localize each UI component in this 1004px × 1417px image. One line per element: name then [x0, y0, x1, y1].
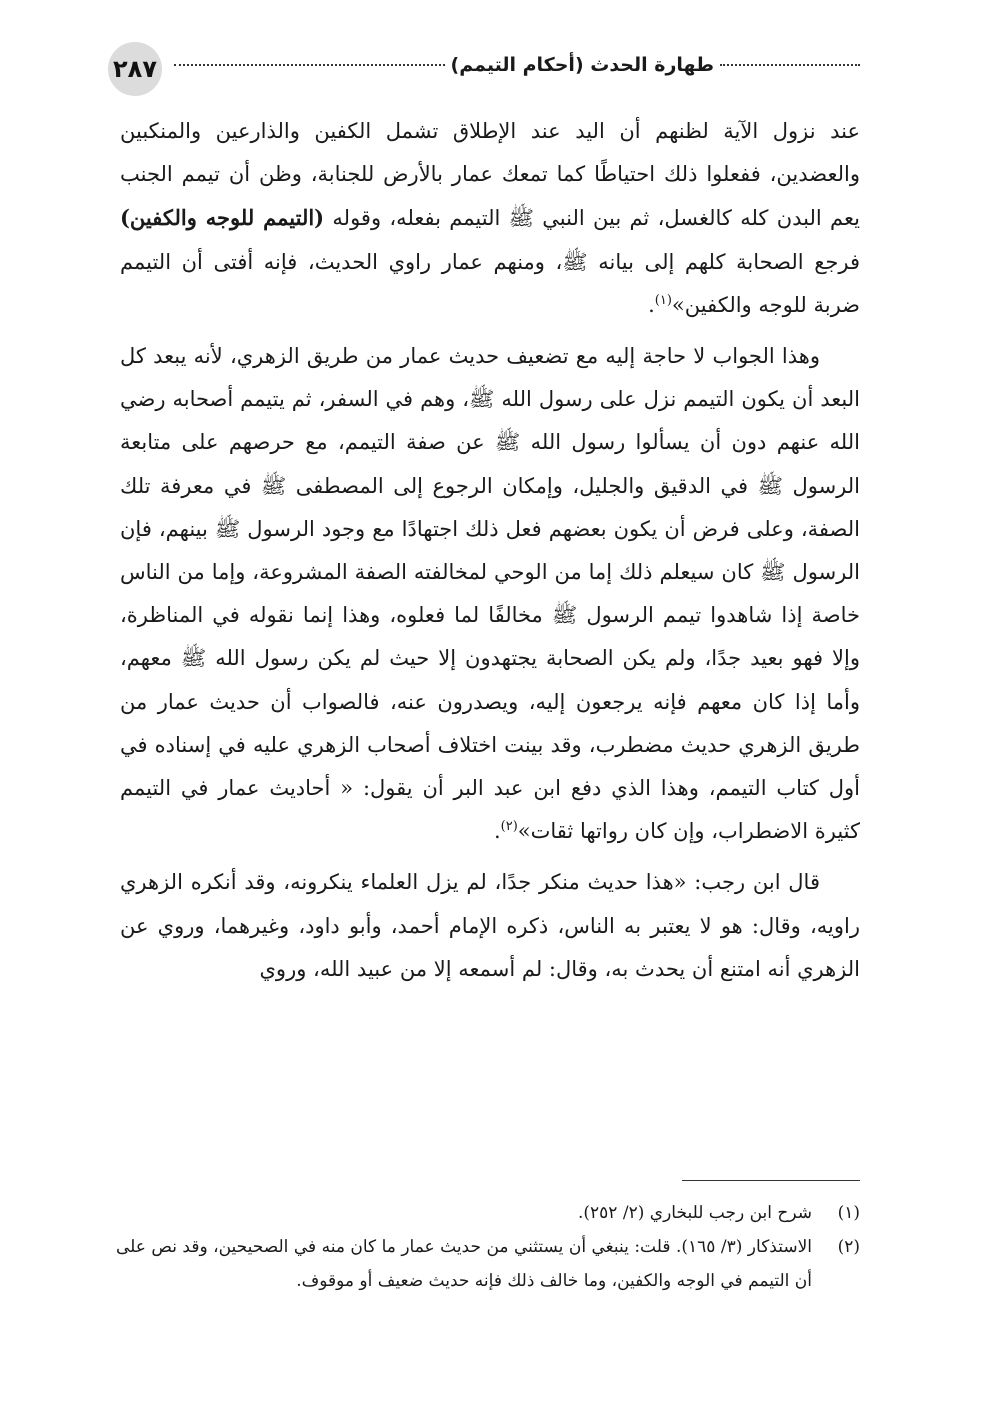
footnote-ref-1[interactable]: (١) [654, 292, 672, 308]
paragraph-2 [120, 335, 860, 853]
paragraph-2-tail: . [493, 819, 501, 844]
page-header [108, 40, 860, 96]
footnote-separator [682, 1180, 860, 1181]
page-number: ٢٨٧ [108, 42, 162, 96]
footnotes [116, 1196, 860, 1298]
footnote-2-number: (٢) [837, 1237, 860, 1257]
paragraph-1-tail: . [648, 292, 655, 317]
footnote-2-text: الاستذكار (٣/ ١٦٥). قلت: ينبغي أن يستثني من حديث عمار ما كان منه في الصحيحين، وقد نص على أن التيمم في الوجه والكفين، وما خالف ذلك فإنه حديث ضعيف أو موقوف. [116, 1237, 812, 1291]
footnote-2 [116, 1230, 860, 1298]
paragraph-3 [120, 861, 860, 991]
paragraph-1-text-b: فرجع الصحابة كلهم إلى بيانه ﷺ، ومنهم عمار راوي الحديث، فإنه أفتى أن التيمم ضربة للوجه والكفين» [120, 249, 860, 317]
paragraph-1-bold-quote: (التيمم للوجه والكفين) [120, 205, 325, 231]
paragraph-3-text: قال ابن رجب: «هذا حديث منكر جدًا، لم يزل العلماء ينكرونه، وقد أنكره الزهري راويه، وقال: هو لا يعتبر به الناس، ذكره الإمام أحمد، وأبو داود، وغيرهما، وروي عن الزهري أنه امتنع أن يحدث به، وقال: لم أسمعه إلا من عبيد الله، وروي [120, 870, 860, 981]
footnote-ref-2[interactable]: (٢) [500, 819, 518, 835]
title-leader-right [720, 64, 860, 66]
paragraph-2-text: وهذا الجواب لا حاجة إليه مع تضعيف حديث عمار من طريق الزهري، لأنه يبعد كل البعد أن يكون التيمم نزل على رسول الله ﷺ، وهم في السفر، ثم يتيمم أصحابه رضي الله عنهم دون أن يسألوا رسول الله ﷺ عن صفة التيمم، مع حرصهم على متابعة الرسول ﷺ في الدقيق والجليل، وإمكان الرجوع إلى المصطفى ﷺ في معرفة تلك الصفة، وعلى فرض أن يكون بعضهم فعل ذلك اجتهادًا مع وجود الرسول ﷺ بينهم، فإن الرسول ﷺ كان سيعلم ذلك إما من الوحي لمخالفته الصفة المشروعة، وإما من الناس خاصة إذا شاهدوا تيمم الرسول ﷺ مخالفًا لما فعلوه، وهذا إنما نقوله في المناظرة، وإلا فهو بعيد جدًا، ولم يكن الصحابة يجتهدون إلا حيث لم يكن رسول الله ﷺ معهم، وأما إذا كان معهم فإنه يرجعون إليه، ويصدرون عنه، فالصواب أن حديث عمار من طريق الزهري حديث مضطرب، وقد بينت اختلاف أصحاب الزهري عليه في إسناده في أول كتاب التيمم، وهذا الذي دفع ابن عبد البر أن يقول: « أحاديث عمار في التيمم كثيرة الاضطراب، وإن كان رواتها ثقات» [120, 344, 860, 844]
paragraph-1 [120, 110, 860, 327]
paragraph-1-text-a: عند نزول الآية لظنهم أن اليد عند الإطلاق تشمل الكفين والذارعين والمنكبين والعضدين، ففعلوا ذلك احتياطًا كما تمعك عمار بالأرض للجنابة، وظن أن تيمم الجنب يعم البدن كله كالغسل، ثم بين النبي ﷺ التيمم بفعله، وقوله [120, 119, 860, 231]
running-title: طهارة الحدث (أحكام التيمم) [450, 54, 714, 76]
footnote-1 [116, 1196, 860, 1230]
footnote-1-text: شرح ابن رجب للبخاري (٢/ ٢٥٢). [578, 1203, 812, 1223]
main-text [120, 110, 860, 999]
running-title-row [174, 54, 860, 76]
title-leader-left [174, 64, 445, 66]
footnote-1-number: (١) [837, 1203, 860, 1223]
